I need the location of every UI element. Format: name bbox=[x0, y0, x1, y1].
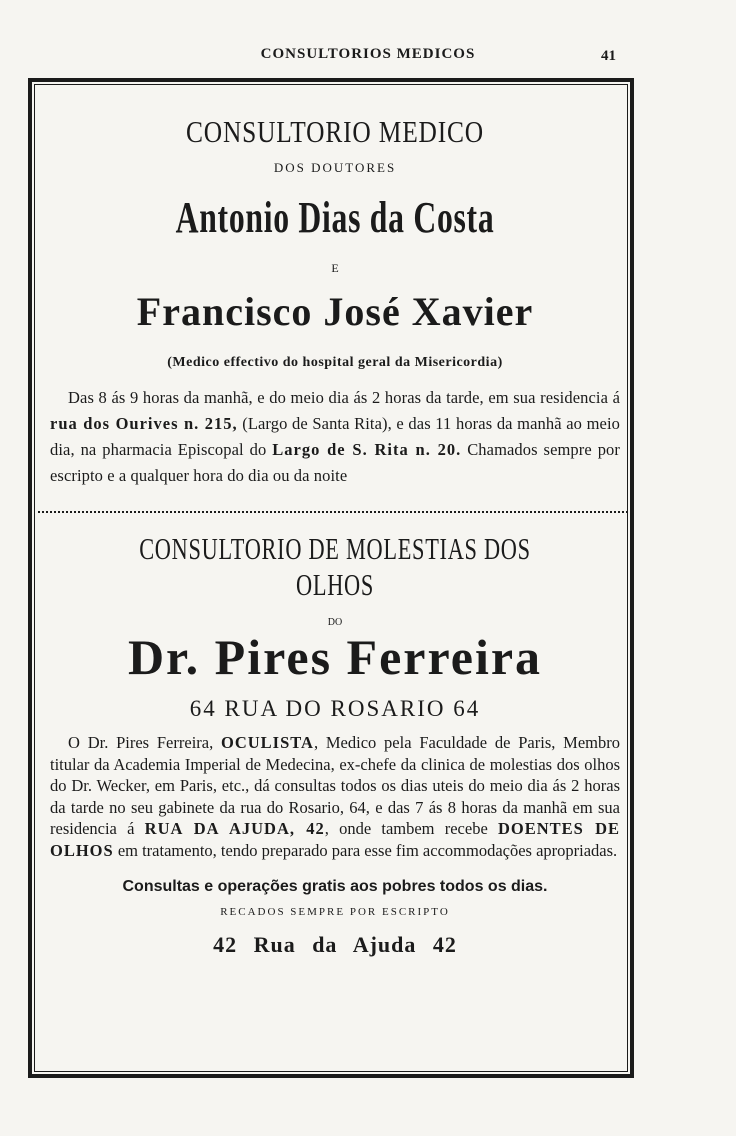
ad2-bold-2: RUA DA AJUDA, 42 bbox=[144, 819, 325, 838]
ad2-free-consult: Consultas e operações gratis aos pobres todos os dias. bbox=[122, 877, 548, 895]
ad1-subtitle: DOS DOUTORES bbox=[273, 160, 397, 175]
ad1-text-2: (Largo de Santa Rita), e das 11 horas da manhã ao meio dia, na pharmacia Episcopal do bbox=[50, 414, 620, 459]
ad1-body bbox=[50, 385, 620, 489]
running-title: CONSULTORIOS MEDICOS bbox=[260, 46, 476, 62]
ad1-doctor1: Antonio Dias da Costa bbox=[175, 193, 495, 242]
ad2-text-4: em tratamento, tendo preparado para esse fim accommodações apropriadas. bbox=[113, 840, 618, 860]
ad1-address-2: Largo de S. Rita n. 20. bbox=[272, 440, 462, 459]
ad2-doctor: Dr. Pires Ferreira bbox=[127, 629, 543, 685]
ad-consultorio-olhos bbox=[50, 531, 620, 958]
section-divider bbox=[38, 511, 632, 513]
ad2-text-3: , onde tambem recebe bbox=[324, 819, 498, 838]
ad1-text-3: Chamados sempre por escripto e a qualquer hora do dia ou da noite bbox=[50, 440, 620, 485]
ad1-text-1: Das 8 ás 9 horas da manhã, e do meio dia ás 2 horas da tarde, em sua residencia á bbox=[68, 388, 620, 407]
ad2-bold-3: DOENTES DE OLHOS bbox=[50, 819, 621, 860]
advertisement-content bbox=[50, 100, 620, 958]
ad1-doctor2: Francisco José Xavier bbox=[136, 289, 534, 334]
ad1-title: CONSULTORIO MEDICO bbox=[186, 114, 484, 149]
ad2-text-1: O Dr. Pires Ferreira, bbox=[68, 733, 221, 752]
ad2-messages: RECADOS SEMPRE POR ESCRIPTO bbox=[220, 905, 450, 918]
ad1-note: (Medico effectivo do hospital geral da Misericordia) bbox=[167, 355, 503, 370]
ad2-bold-1: OCULISTA bbox=[221, 733, 314, 752]
page-number: 41 bbox=[601, 48, 616, 64]
ad-consultorio-medico bbox=[50, 114, 620, 489]
ad2-body bbox=[50, 732, 620, 861]
ad2-address: 64 RUA DO ROSARIO 64 bbox=[189, 696, 481, 721]
ad2-bottom-address: 42 Rua da Ajuda 42 bbox=[213, 931, 457, 957]
ad2-title: CONSULTORIO DE MOLESTIAS DOS OLHOS bbox=[139, 531, 531, 602]
ad1-address-1: rua dos Ourives n. 215, bbox=[50, 414, 238, 433]
ad2-preposition: DO bbox=[327, 617, 343, 628]
ad2-text-2: , Medico pela Faculdade de Paris, Membro titular da Academia Imperial de Medecina, ex-chefe da clinica de molestias dos olhos do Dr. Wecker, em Paris, etc., dá consultas todos os dias uteis do meio dia ás 2 horas da tarde no seu gabinete da rua do Rosario, 64, e das 7 ás 8 horas da manhã em sua residencia á bbox=[50, 733, 620, 838]
ad1-conjunction: E bbox=[331, 261, 339, 275]
